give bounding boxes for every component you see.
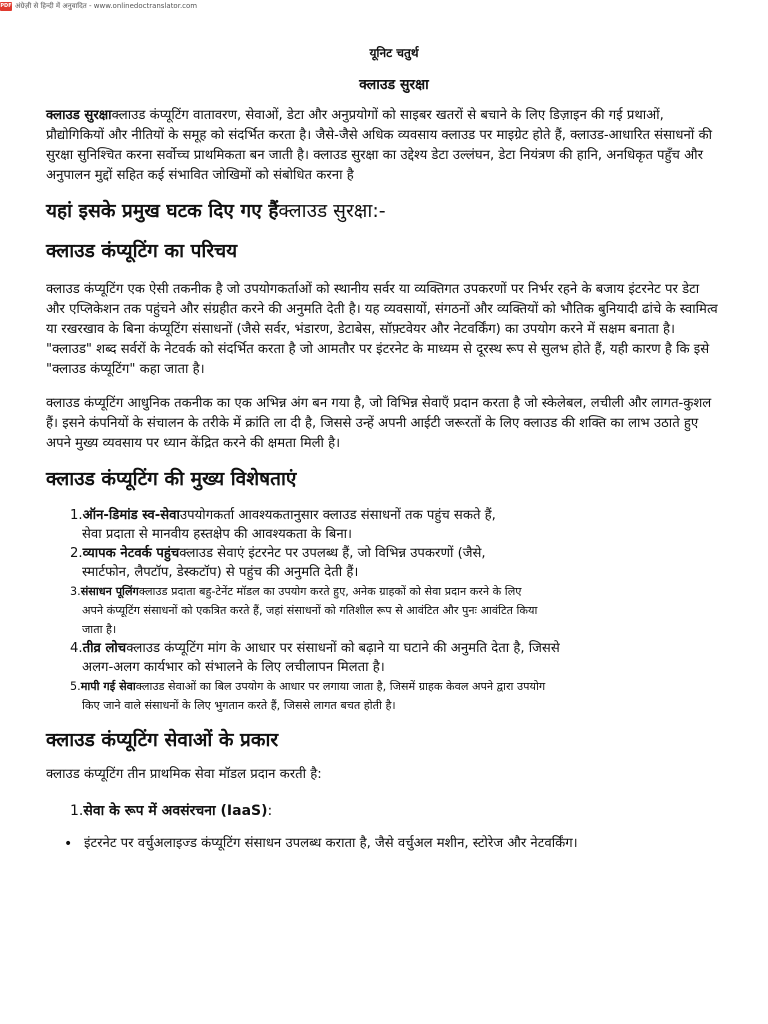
feature-text-continued: अपने कंप्यूटिंग संसाधनों को एकत्रित करते हैं, जहां संसाधनों को गतिशील रूप से आवंटित और पुनः आवंटित किया (82, 604, 538, 617)
feature-number: 1. (70, 508, 83, 523)
services-heading: क्लाउड कंप्यूटिंग सेवाओं के प्रकार (46, 729, 279, 751)
document-title: क्लाउड सुरक्षा (359, 77, 429, 93)
intro-paragraph (46, 106, 722, 186)
feature-text-continued: किए जाने वाले संसाधनों के लिए भुगतान करते हैं, जिससे लागत बचत होती है। (82, 699, 396, 712)
iaas-title: सेवा के रूप में अवसंरचना (IaaS) (83, 803, 268, 819)
pdf-icon: PDF (0, 3, 12, 9)
feature-number: 4. (70, 641, 83, 656)
intro-bold-term: क्लाउड सुरक्षा (46, 108, 112, 123)
components-heading-bold: यहां इसके प्रमुख घटक दिए गए हैं (46, 200, 279, 222)
feature-number: 5. (70, 680, 81, 693)
feature-item (70, 544, 722, 582)
feature-text-continued: सेवा प्रदाता से मानवीय हस्तक्षेप की आवश्यकता के बिना। (82, 527, 353, 542)
intro-section-paragraph-2: क्लाउड कंप्यूटिंग आधुनिक तकनीक का एक अभिन्न अंग बन गया है, जो विभिन्न सेवाएँ प्रदान करता है जो स्केलेबल, लचीली और लागत-कुशल हैं। इसने कंपनियों के संचालन के तरीके में क्रांति ला दी है, जिससे उन्हें अपनी आईटी जरूरतों के लिए क्लाउड की शक्ति का लाभ उठाते हुए अपने मुख्य व्यवसाय पर ध्यान केंद्रित करने की क्षमता मिली है। (46, 396, 712, 451)
feature-text: क्लाउड सेवाएं इंटरनेट पर उपलब्ध हैं, जो विभिन्न उपकरणों (जैसे, (179, 546, 486, 561)
feature-title: तीव्र लोच (82, 641, 127, 656)
translator-banner[interactable] (0, 0, 300, 12)
iaas-bullet-text: इंटरनेट पर वर्चुअलाइज्ड कंप्यूटिंग संसाधन उपलब्ध कराता है, जैसे वर्चुअल मशीन, स्टोरेज और नेटवर्किंग। (84, 836, 578, 851)
feature-text: क्लाउड प्रदाता बहु-टेनेंट मॉडल का उपयोग करते हुए, अनेक ग्राहकों को सेवा प्रदान करने के लिए (138, 585, 522, 598)
feature-item (70, 582, 722, 639)
feature-item (70, 677, 722, 715)
unit-heading: यूनिट चतुर्थ (369, 46, 419, 60)
iaas-bullet (46, 834, 722, 854)
feature-item (70, 506, 722, 544)
iaas-item (46, 801, 722, 820)
features-heading: क्लाउड कंप्यूटिंग की मुख्य विशेषताएं (46, 468, 297, 490)
iaas-number: 1. (70, 803, 84, 819)
feature-text: उपयोगकर्ता आवश्यकतानुसार क्लाउड संसाधनों तक पहुंच सकते हैं, (179, 508, 496, 523)
components-heading (46, 196, 722, 226)
feature-title: संसाधन पूलिंग (80, 585, 139, 598)
features-list (46, 506, 722, 715)
feature-text-continued: जाता है। (82, 623, 117, 636)
feature-number: 2. (70, 546, 83, 561)
feature-text: क्लाउड कंप्यूटिंग मांग के आधार पर संसाधनों को बढ़ाने या घटाने की अनुमति देता है, जिससे (126, 641, 560, 656)
feature-text: क्लाउड सेवाओं का बिल उपयोग के आधार पर लगाया जाता है, जिसमें ग्राहक केवल अपने द्वारा उपयोग (135, 680, 546, 693)
services-intro: क्लाउड कंप्यूटिंग तीन प्राथमिक सेवा मॉडल प्रदान करती है: (46, 767, 322, 782)
document-page (46, 40, 722, 854)
feature-item (70, 639, 722, 677)
intro-section-heading: क्लाउड कंप्यूटिंग का परिचय (46, 240, 238, 262)
feature-title: व्यापक नेटवर्क पहुंच (82, 546, 180, 561)
translator-banner-text[interactable]: अंग्रेज़ी से हिन्दी में अनुवादित - www.onlinedoctranslator.com (15, 1, 198, 10)
intro-section-paragraph-1: क्लाउड कंप्यूटिंग एक ऐसी तकनीक है जो उपयोगकर्ताओं को स्थानीय सर्वर या व्यक्तिगत उपकरणों पर निर्भर रहने के बजाय इंटरनेट पर डेटा और एप्लिकेशन तक पहुंचने और संग्रहीत करने की अनुमति देती है। यह व्यवसायों, संगठनों और व्यक्तियों को भौतिक बुनियादी ढांचे के स्वामित्व या रखरखाव के बिना कंप्यूटिंग संसाधनों (जैसे सर्वर, भंडारण, डेटाबेस, सॉफ़्टवेयर और नेटवर्किंग) का उपयोग करने में सक्षम बनाता है। "क्लाउड" शब्द सर्वरों के नेटवर्क को संदर्भित करता है जो आमतौर पर इंटरनेट के माध्यम से दूरस्थ रूप से सुलभ होते हैं, यही कारण है कि इसे "क्लाउड कंप्यूटिंग" कहा जाता है। (46, 282, 718, 377)
feature-title: ऑन-डिमांड स्व-सेवा (82, 508, 180, 523)
feature-number: 3. (70, 585, 81, 598)
components-heading-normal: क्लाउड सुरक्षा:- (278, 200, 386, 222)
bullet-icon: • (64, 836, 73, 852)
feature-text-continued: स्मार्टफोन, लैपटॉप, डेस्कटॉप) से पहुंच की अनुमति देती हैं। (82, 565, 359, 580)
feature-title: मापी गई सेवा (80, 680, 136, 693)
iaas-colon: : (267, 803, 273, 819)
intro-text: क्लाउड कंप्यूटिंग वातावरण, सेवाओं, डेटा और अनुप्रयोगों को साइबर खतरों से बचाने के लिए डिज़ाइन की गई प्रथाओं, प्रौद्योगिकियों और नीतियों के समूह को संदर्भित करता है। जैसे-जैसे अधिक व्यवसाय क्लाउड पर माइग्रेट होते हैं, क्लाउड-आधारित संसाधनों की सुरक्षा सुनिश्चित करना सर्वोच्च प्राथमिकता बन जाती है। क्लाउड सुरक्षा का उद्देश्य डेटा उल्लंघन, डेटा नियंत्रण की हानि, अनधिकृत पहुँच और अनुपालन मुद्दों सहित कई संभावित जोखिमों को संबोधित करना है (46, 108, 713, 183)
feature-text-continued: अलग-अलग कार्यभार को संभालने के लिए लचीलापन मिलता है। (82, 660, 385, 675)
